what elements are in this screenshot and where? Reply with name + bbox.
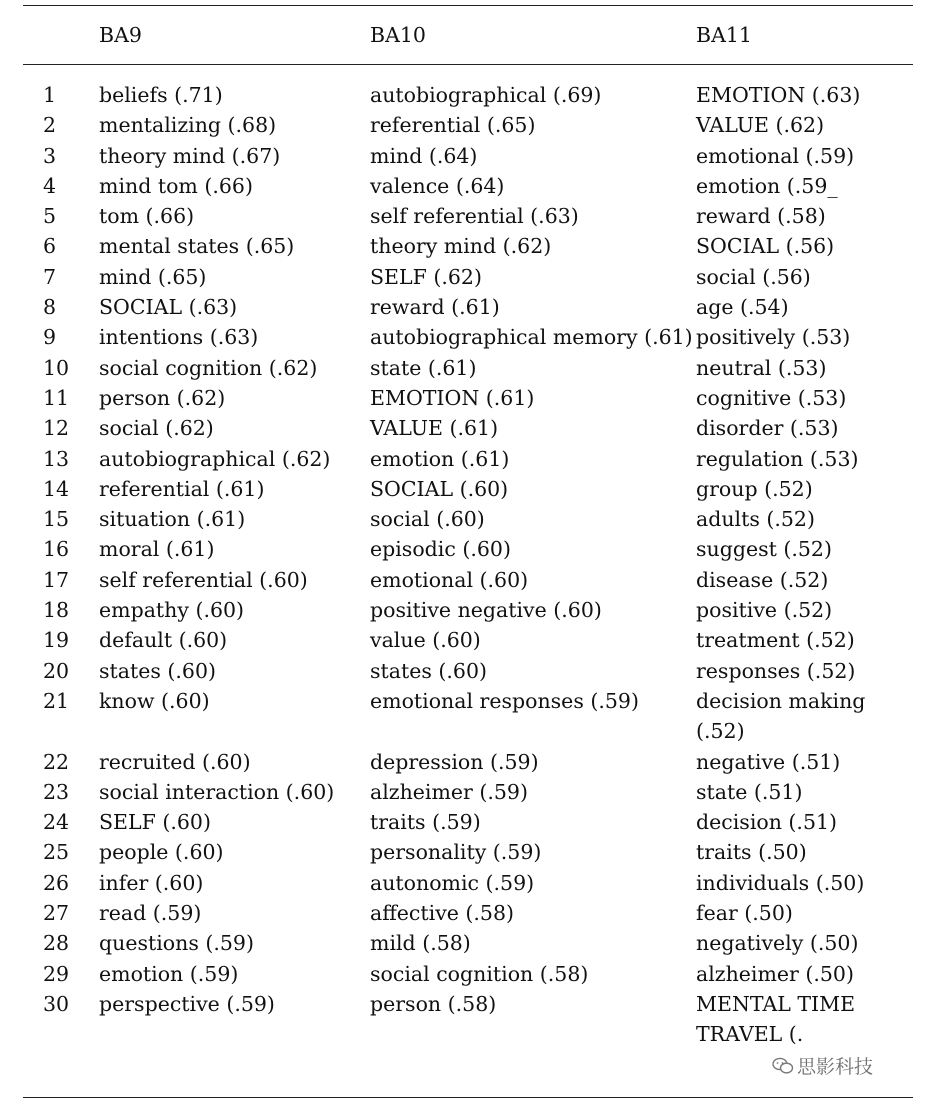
row-rank: 8 [43, 295, 57, 320]
table-row [23, 444, 913, 474]
row-rank: 11 [43, 385, 70, 410]
row-rank: 28 [43, 931, 70, 956]
row-rank: 7 [43, 264, 57, 289]
table-row [23, 837, 913, 867]
table-row [23, 231, 913, 261]
row-rank: 20 [43, 658, 70, 683]
row-rank: 25 [43, 840, 70, 865]
brodmann-terms-table [23, 0, 913, 1050]
watermark [772, 1052, 873, 1079]
ba11-term-cell: reward (.58) [696, 204, 826, 229]
row-rank: 1 [43, 83, 57, 107]
table-row [23, 686, 913, 747]
ba9-term-cell: autobiographical (.62) [99, 446, 331, 471]
table-row [23, 777, 913, 807]
row-rank: 16 [43, 537, 70, 562]
row-rank: 5 [43, 204, 57, 229]
ba11-term-cell: emotion (.59_ [696, 173, 838, 198]
table-row [23, 989, 913, 1050]
table-row [23, 868, 913, 898]
ba9-term-cell: situation (.61) [99, 507, 246, 532]
row-rank: 13 [43, 446, 70, 471]
ba9-term-cell: beliefs (.71) [99, 83, 223, 107]
header-rank [23, 0, 99, 64]
ba10-term-cell: SELF (.62) [370, 264, 482, 289]
row-rank: 9 [43, 325, 57, 350]
ba10-term-cell: referential (.65) [370, 113, 536, 138]
table-body [23, 64, 913, 1050]
ba11-term-cell: decision making (.52) [696, 688, 866, 744]
ba11-term-cell: disorder (.53) [696, 416, 839, 441]
ba11-term-cell: group (.52) [696, 476, 813, 501]
ba11-term-cell: traits (.50) [696, 840, 807, 865]
watermark-text: 思影科技 [797, 1056, 874, 1078]
ba9-term-cell: theory mind (.67) [99, 143, 281, 168]
ba10-term-cell: state (.61) [370, 355, 477, 380]
ba9-term-cell: questions (.59) [99, 931, 254, 956]
row-rank: 23 [43, 779, 70, 804]
ba10-term-cell: value (.60) [370, 628, 481, 653]
table-row [23, 504, 913, 534]
ba10-term-cell: theory mind (.62) [370, 234, 552, 259]
ba11-term-cell: positively (.53) [696, 325, 851, 350]
ba10-term-cell: traits (.59) [370, 810, 481, 835]
table-row [23, 171, 913, 201]
ba10-term-cell: depression (.59) [370, 749, 539, 774]
ba11-term-cell: state (.51) [696, 779, 803, 804]
table-header [23, 0, 913, 64]
header-ba10: BA10 [370, 23, 426, 47]
ba11-term-cell: regulation (.53) [696, 446, 859, 471]
ba11-term-cell: EMOTION (.63) [696, 83, 861, 107]
ba10-term-cell: social cognition (.58) [370, 961, 589, 986]
table-row [23, 353, 913, 383]
ba10-term-cell: SOCIAL (.60) [370, 476, 509, 501]
ba10-term-cell: valence (.64) [370, 173, 505, 198]
table-row [23, 292, 913, 322]
ba11-term-cell: neutral (.53) [696, 355, 827, 380]
ba10-term-cell: emotional responses (.59) [370, 688, 639, 713]
table-row [23, 625, 913, 655]
ba11-term-cell: treatment (.52) [696, 628, 855, 653]
row-rank: 2 [43, 113, 57, 138]
table-row [23, 413, 913, 443]
table-row [23, 898, 913, 928]
row-rank: 18 [43, 598, 70, 623]
ba9-term-cell: moral (.61) [99, 537, 215, 562]
row-rank: 30 [43, 991, 70, 1016]
ba11-term-cell: negatively (.50) [696, 931, 859, 956]
header-row [23, 0, 913, 64]
ba9-term-cell: mind tom (.66) [99, 173, 253, 198]
row-rank: 24 [43, 810, 70, 835]
ba9-term-cell: mental states (.65) [99, 234, 295, 259]
ba10-term-cell: affective (.58) [370, 901, 515, 926]
table-row [23, 110, 913, 140]
ba11-term-cell: adults (.52) [696, 507, 815, 532]
row-rank: 27 [43, 901, 70, 926]
ba11-term-cell: positive (.52) [696, 598, 833, 623]
ba10-term-cell: social (.60) [370, 507, 485, 532]
row-rank: 4 [43, 173, 57, 198]
ba11-term-cell: responses (.52) [696, 658, 856, 683]
ba9-term-cell: person (.62) [99, 385, 226, 410]
ba9-term-cell: emotion (.59) [99, 961, 239, 986]
ba11-term-cell: disease (.52) [696, 567, 829, 592]
ba9-term-cell: tom (.66) [99, 204, 195, 229]
ba9-term-cell: mentalizing (.68) [99, 113, 277, 138]
row-rank: 17 [43, 567, 70, 592]
row-rank: 26 [43, 870, 70, 895]
ba10-term-cell: positive negative (.60) [370, 598, 602, 623]
row-rank: 6 [43, 234, 57, 259]
ba9-term-cell: intentions (.63) [99, 325, 259, 350]
ba9-term-cell: infer (.60) [99, 870, 204, 895]
ba9-term-cell: states (.60) [99, 658, 216, 683]
ba9-term-cell: recruited (.60) [99, 749, 251, 774]
ba9-term-cell: read (.59) [99, 901, 202, 926]
ba9-term-cell: social (.62) [99, 416, 214, 441]
ba9-term-cell: empathy (.60) [99, 598, 245, 623]
table-row [23, 141, 913, 171]
table-row [23, 534, 913, 564]
ba10-term-cell: personality (.59) [370, 840, 542, 865]
table-row [23, 262, 913, 292]
ba9-term-cell: social cognition (.62) [99, 355, 318, 380]
table-row [23, 656, 913, 686]
ba10-term-cell: autobiographical (.69) [370, 83, 602, 107]
ba9-term-cell: perspective (.59) [99, 991, 275, 1016]
ba9-term-cell: SOCIAL (.63) [99, 295, 238, 320]
row-rank: 21 [43, 688, 70, 713]
ba11-term-cell: VALUE (.62) [696, 113, 825, 138]
table-row [23, 64, 913, 110]
ba10-term-cell: episodic (.60) [370, 537, 511, 562]
table-row [23, 959, 913, 989]
ba9-term-cell: self referential (.60) [99, 567, 308, 592]
table-row [23, 201, 913, 231]
ba10-term-cell: VALUE (.61) [370, 416, 499, 441]
ba11-term-cell: SOCIAL (.56) [696, 234, 835, 259]
wechat-icon [772, 1057, 794, 1075]
ba10-term-cell: EMOTION (.61) [370, 385, 535, 410]
ba10-term-cell: person (.58) [370, 991, 497, 1016]
ba10-term-cell: self referential (.63) [370, 204, 579, 229]
row-rank: 3 [43, 143, 57, 168]
ba10-term-cell: alzheimer (.59) [370, 779, 528, 804]
table-row [23, 595, 913, 625]
ba10-term-cell: emotion (.61) [370, 446, 510, 471]
ba11-term-cell: negative (.51) [696, 749, 841, 774]
row-rank: 15 [43, 507, 70, 532]
row-rank: 29 [43, 961, 70, 986]
ba9-term-cell: social interaction (.60) [99, 779, 335, 804]
ba11-term-cell: fear (.50) [696, 901, 793, 926]
table-row [23, 383, 913, 413]
ba11-term-cell: age (.54) [696, 295, 789, 320]
table-row [23, 474, 913, 504]
ba10-term-cell: mild (.58) [370, 931, 471, 956]
table-row [23, 928, 913, 958]
ba9-term-cell: know (.60) [99, 688, 210, 713]
ba10-term-cell: mind (.64) [370, 143, 478, 168]
ba11-term-cell: social (.56) [696, 264, 811, 289]
row-rank: 22 [43, 749, 70, 774]
table-row [23, 565, 913, 595]
row-rank: 12 [43, 416, 70, 441]
ba10-term-cell: reward (.61) [370, 295, 500, 320]
ba11-term-cell: emotional (.59) [696, 143, 855, 168]
table-bottom-rule [23, 1097, 913, 1098]
table-row [23, 322, 913, 352]
table-row [23, 747, 913, 777]
table-row [23, 807, 913, 837]
ba9-term-cell: mind (.65) [99, 264, 207, 289]
ba9-term-cell: people (.60) [99, 840, 224, 865]
row-rank: 10 [43, 355, 70, 380]
ba11-term-cell: MENTAL TIME TRAVEL (. [696, 991, 856, 1047]
ba11-term-cell: alzheimer (.50) [696, 961, 854, 986]
ba10-term-cell: emotional (.60) [370, 567, 529, 592]
ba11-term-cell: individuals (.50) [696, 870, 865, 895]
ba9-term-cell: referential (.61) [99, 476, 265, 501]
ba9-term-cell: default (.60) [99, 628, 228, 653]
row-rank: 19 [43, 628, 70, 653]
ba11-term-cell: cognitive (.53) [696, 385, 847, 410]
ba11-term-cell: suggest (.52) [696, 537, 832, 562]
header-ba9: BA9 [99, 23, 142, 47]
ba10-term-cell: states (.60) [370, 658, 487, 683]
ba9-term-cell: SELF (.60) [99, 810, 211, 835]
row-rank: 14 [43, 476, 70, 501]
ba11-term-cell: decision (.51) [696, 810, 838, 835]
header-ba11: BA11 [696, 23, 752, 47]
ba10-term-cell: autonomic (.59) [370, 870, 535, 895]
ba10-term-cell: autobiographical memory (.61) [370, 325, 693, 350]
